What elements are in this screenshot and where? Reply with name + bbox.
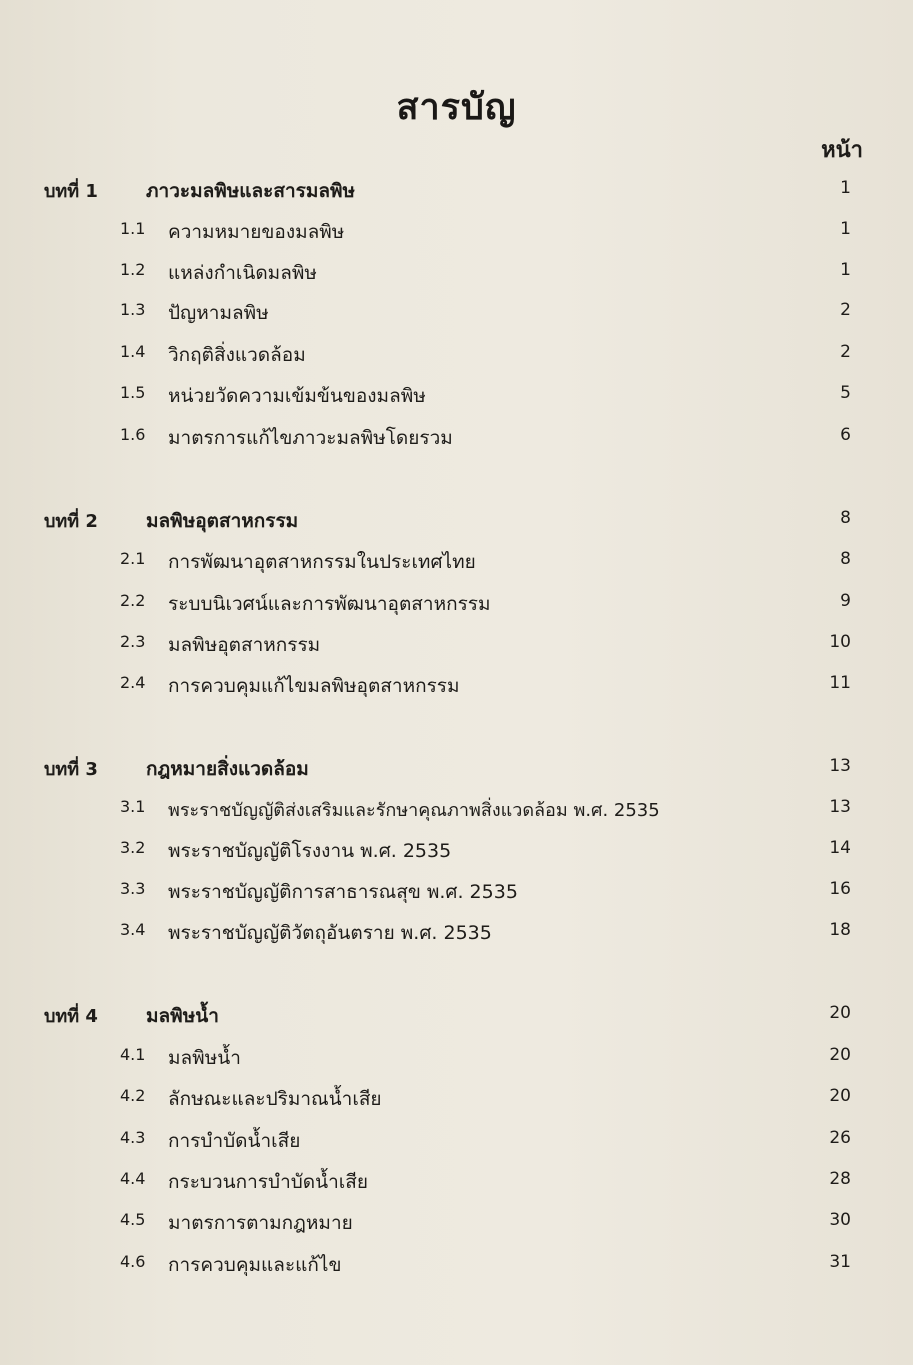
toc-chapter-2[interactable] xyxy=(0,506,913,536)
toc-section[interactable] xyxy=(0,795,913,825)
toc-section[interactable] xyxy=(0,671,913,701)
section-title: มลพิษอุตสาหกรรม xyxy=(168,634,321,656)
section-number: 3.4 xyxy=(120,920,146,939)
section-title: ปัญหามลพิษ xyxy=(168,302,269,324)
page-number: 1 xyxy=(840,178,851,198)
section-number: 1.4 xyxy=(120,342,146,361)
toc-section[interactable] xyxy=(0,340,913,370)
section-title: ลักษณะและปริมาณน้ำเสีย xyxy=(168,1088,382,1110)
section-number: 4.5 xyxy=(120,1210,146,1229)
toc-section[interactable] xyxy=(0,423,913,453)
section-number: 4.3 xyxy=(120,1128,146,1147)
section-title: พระราชบัญญัติการสาธารณสุข พ.ศ. 2535 xyxy=(168,881,518,903)
page-number: 13 xyxy=(829,797,851,817)
page-title: สารบัญ xyxy=(396,87,517,128)
toc-chapter-1[interactable] xyxy=(0,176,913,206)
chapter-label: บทที่ 2 xyxy=(44,511,98,532)
page-number: 9 xyxy=(840,591,851,611)
section-title: ระบบนิเวศน์และการพัฒนาอุตสาหกรรม xyxy=(168,593,491,615)
toc-section[interactable] xyxy=(0,1167,913,1197)
toc-section[interactable] xyxy=(0,836,913,866)
section-number: 3.1 xyxy=(120,797,146,816)
toc-section[interactable] xyxy=(0,1250,913,1280)
page-number: 2 xyxy=(840,342,851,362)
section-title: วิกฤติสิ่งแวดล้อม xyxy=(168,344,306,366)
section-title: มาตรการตามกฎหมาย xyxy=(168,1212,353,1234)
toc-section[interactable] xyxy=(0,217,913,247)
section-number: 2.4 xyxy=(120,673,146,692)
section-title: แหล่งกำเนิดมลพิษ xyxy=(168,262,317,284)
page-number: 13 xyxy=(829,756,851,776)
page-number: 11 xyxy=(829,673,851,693)
section-number: 1.5 xyxy=(120,383,146,402)
section-title: พระราชบัญญัติส่งเสริมและรักษาคุณภาพสิ่งแวดล้อม พ.ศ. 2535 xyxy=(168,800,660,821)
section-number: 3.2 xyxy=(120,838,146,857)
page-number: 31 xyxy=(829,1252,851,1272)
toc-chapter-4[interactable] xyxy=(0,1001,913,1031)
toc-section[interactable] xyxy=(0,298,913,328)
section-number: 4.4 xyxy=(120,1169,146,1188)
section-title: การควบคุมและแก้ไข xyxy=(168,1254,342,1276)
page-number: 28 xyxy=(829,1169,851,1189)
section-title: หน่วยวัดความเข้มข้นของมลพิษ xyxy=(168,385,426,407)
section-title: มาตรการแก้ไขภาวะมลพิษโดยรวม xyxy=(168,427,453,449)
toc-section[interactable] xyxy=(0,918,913,948)
toc-section[interactable] xyxy=(0,381,913,411)
toc-section[interactable] xyxy=(0,877,913,907)
page-number: 10 xyxy=(829,632,851,652)
section-title: การควบคุมแก้ไขมลพิษอุตสาหกรรม xyxy=(168,675,460,697)
toc-section[interactable] xyxy=(0,589,913,619)
section-number: 4.1 xyxy=(120,1045,146,1064)
chapter-label: บทที่ 3 xyxy=(44,759,98,780)
section-number: 2.3 xyxy=(120,632,146,651)
page-number: 1 xyxy=(840,219,851,239)
section-number: 1.1 xyxy=(120,219,146,238)
chapter-title: กฎหมายสิ่งแวดล้อม xyxy=(146,758,309,780)
page-number: 26 xyxy=(829,1128,851,1148)
page-number: 18 xyxy=(829,920,851,940)
section-title: การพัฒนาอุตสาหกรรมในประเทศไทย xyxy=(168,551,476,573)
page-number: 2 xyxy=(840,300,851,320)
toc-section[interactable] xyxy=(0,1208,913,1238)
chapter-title: มลพิษน้ำ xyxy=(146,1005,219,1027)
chapter-label: บทที่ 4 xyxy=(44,1006,98,1027)
toc-section[interactable] xyxy=(0,547,913,577)
page-number: 6 xyxy=(840,425,851,445)
section-title: การบำบัดน้ำเสีย xyxy=(168,1130,301,1152)
chapter-title: มลพิษอุตสาหกรรม xyxy=(146,510,299,532)
section-number: 2.1 xyxy=(120,549,146,568)
page-number: 14 xyxy=(829,838,851,858)
section-number: 1.2 xyxy=(120,260,146,279)
chapter-title: ภาวะมลพิษและสารมลพิษ xyxy=(146,180,356,202)
toc-section[interactable] xyxy=(0,258,913,288)
page-number: 20 xyxy=(829,1086,851,1106)
section-title: พระราชบัญญัติวัตถุอันตราย พ.ศ. 2535 xyxy=(168,922,492,944)
page-number: 5 xyxy=(840,383,851,403)
section-number: 4.2 xyxy=(120,1086,146,1105)
section-title: มลพิษน้ำ xyxy=(168,1047,241,1069)
chapter-label: บทที่ 1 xyxy=(44,181,98,202)
section-title: พระราชบัญญัติโรงงาน พ.ศ. 2535 xyxy=(168,840,452,862)
toc-section[interactable] xyxy=(0,1126,913,1156)
section-number: 2.2 xyxy=(120,591,146,610)
section-number: 1.6 xyxy=(120,425,146,444)
page-number: 1 xyxy=(840,260,851,280)
section-title: กระบวนการบำบัดน้ำเสีย xyxy=(168,1171,369,1193)
section-number: 1.3 xyxy=(120,300,146,319)
toc-section[interactable] xyxy=(0,630,913,660)
page-number: 16 xyxy=(829,879,851,899)
page-number: 30 xyxy=(829,1210,851,1230)
page-number: 8 xyxy=(840,549,851,569)
toc-section[interactable] xyxy=(0,1084,913,1114)
toc-chapter-3[interactable] xyxy=(0,754,913,784)
section-title: ความหมายของมลพิษ xyxy=(168,221,345,243)
page-number: 8 xyxy=(840,508,851,528)
page-number: 20 xyxy=(829,1003,851,1023)
toc-section[interactable] xyxy=(0,1043,913,1073)
page-number: 20 xyxy=(829,1045,851,1065)
page-column-header: หน้า xyxy=(821,138,863,163)
section-number: 3.3 xyxy=(120,879,146,898)
section-number: 4.6 xyxy=(120,1252,146,1271)
